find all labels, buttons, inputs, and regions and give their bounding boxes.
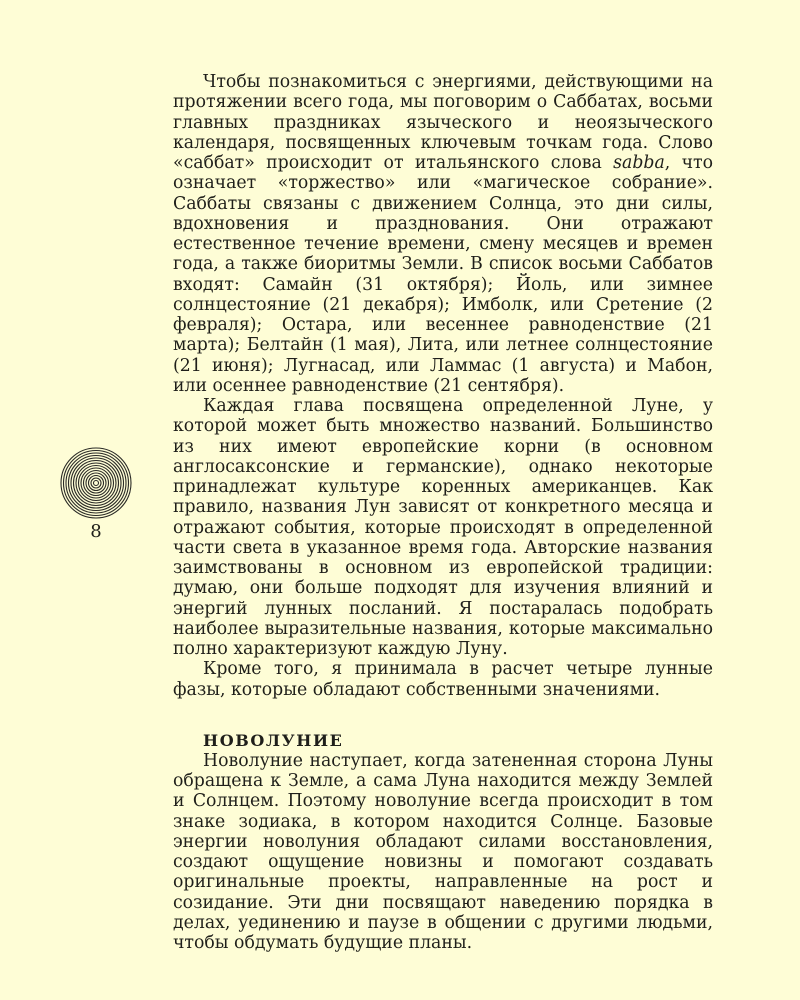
paragraph-moon-phases: Кроме того, я принимала в расчет четыре лунные фазы, которые обладают собственными значениями. — [173, 659, 713, 700]
text-column — [173, 72, 713, 953]
paragraph-new-moon: Новолуние наступает, когда затененная сторона Луны обращена к Земле, а сама Луна находится между Землей и Солнцем. Поэтому новолуние всегда происходит в том знаке зодиака, в котором находится Солнце. Базовые энергии новолуния обладают силами восстановления, создают ощущение новизны и помогают создавать оригинальные проекты, направленные на рост и созидание. Эти дни посвящают наведению порядка в делах, уединению и паузе в общении с другими людьми, чтобы обдумать будущие планы. — [173, 750, 713, 953]
italic-term-sabba: sabba — [613, 153, 665, 173]
paragraph-moon-names: Каждая глава посвящена определенной Луне, у которой может быть множество названий. Большинство из них имеют европейские корни (в основном англосаксонские и германские), однако некоторые принадлежат культуре коренных американцев. Как правило, названия Лун зависят от конкретного месяца и отражают события, которые происходят в определенной части света в указанное время года. Авторские названия заимствованы в основном из европейской традиции: думаю, они больше подходят для изучения влияний и энергий лунных посланий. Я постаралась подобрать наиболее выразительные названия, которые максимально полно характеризуют каждую Луну. — [173, 396, 713, 659]
paragraph-sabbats-part-2: , что означает «торжество» или «магическое собрание». Саббаты связаны с движением Солнца, это дни силы, вдохновения и празднования. Они отражают естественное течение времени, смену месяцев и времен года, а также биоритмы Земли. В список восьми Саббатов входят: Самайн (31 октября); Йоль, или зимнее солнцестояние (21 декабря); Имболк, или Сретение (2 февраля); Остара, или весеннее равноденствие (21 марта); Белтайн (1 мая), Лита, или летнее солнцестояние (21 июня); Лугнасад, или Ламмас (1 августа) и Мабон, или осеннее равноденствие (21 сентября). — [173, 153, 713, 396]
paragraph-sabbats-part-1: Чтобы познакомиться с энергиями, действующими на протяжении всего года, мы поговорим о Саббатах, восьми главных праздниках языческого и неоязыческого календаря, посвященных ключевым точкам года. Слово «саббат» происходит от итальянского слова — [173, 72, 713, 173]
paragraph-sabbats — [173, 72, 713, 396]
page-number: 8 — [90, 521, 102, 542]
concentric-circles-icon — [60, 447, 132, 519]
section-heading-new-moon: НОВОЛУНИЕ — [203, 730, 344, 750]
